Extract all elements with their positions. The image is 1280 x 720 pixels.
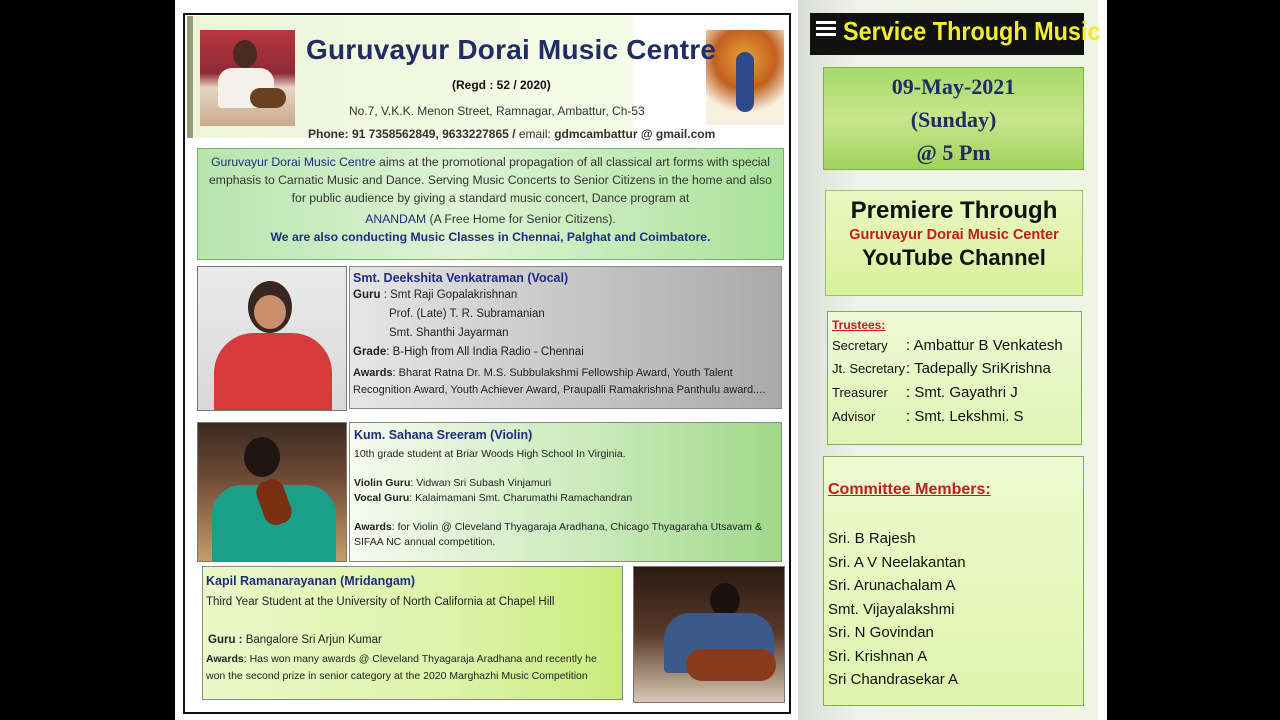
artist-head (710, 583, 740, 617)
artist-awards (354, 520, 778, 550)
contact-line (308, 127, 715, 141)
trustee-row (832, 360, 1051, 377)
awards-label: Awards (353, 367, 393, 379)
committee-member: Smt. Vijayalakshmi (828, 601, 955, 618)
artist-photo-sahana (197, 422, 347, 562)
trustee-role: Secretary (832, 338, 888, 353)
trustee-name: : Smt. Gayathri J (906, 384, 1018, 401)
about-description: aims at the promotional propagation of all classical art forms with special emphasis to Carnatic Music and Dance. Serving Music Concerts to Senior Citizens in the home and also for public audience by giving a standard music concert, Dance program at (209, 155, 772, 205)
artist-awards (206, 651, 616, 685)
guru-label: Guru : (208, 634, 243, 646)
founder-photo (200, 30, 295, 126)
registration-number: (Regd : 52 / 2020) (452, 78, 551, 92)
email-label: email: (518, 127, 551, 141)
phone-numbers: Phone: 91 7358562849, 9633227865 / (308, 127, 516, 141)
anandam-description: (A Free Home for Senior Citizens). (426, 212, 616, 226)
hamburger-menu-icon[interactable] (816, 18, 836, 38)
violin-guru-name: : Vidwan Sri Subash Vinjamuri (410, 477, 552, 489)
trustee-role: Jt. Secretary (832, 361, 905, 376)
violin-guru (354, 477, 551, 489)
email-address: gdmcambattur @ gmail.com (554, 127, 716, 141)
channel-name: Guruvayur Dorai Music Center (849, 227, 1059, 243)
artist-saree (214, 333, 332, 411)
committee-heading: Committee Members: (828, 481, 991, 498)
guru-name: : Smt Raji Gopalakrishnan (383, 289, 518, 301)
premiere-heading: Premiere Through (850, 197, 1058, 224)
committee-member: Sri. Arunachalam A (828, 577, 956, 594)
trustees-box (827, 311, 1082, 445)
trustee-row (832, 408, 1024, 425)
artist-guru-2: Prof. (Late) T. R. Subramanian (389, 308, 545, 320)
vocal-guru-name: : Kalaimamani Smt. Charumathi Ramachandran (409, 492, 633, 504)
sidebar-title: Service Through Music (843, 16, 1101, 46)
address: No.7, V.K.K. Menon Street, Ramnagar, Ambattur, Ch-53 (349, 104, 645, 118)
artist-face (254, 295, 286, 329)
vocal-guru-label: Vocal Guru (354, 492, 410, 504)
artist-name: Kum. Sahana Sreeram (Violin) (354, 428, 533, 442)
awards-label: Awards (354, 521, 392, 533)
artist-education: Third Year Student at the University of North California at Chapel Hill (206, 596, 555, 608)
awards-text: : Has won many awards @ Cleveland Thyagaraja Aradhana and recently he won the second prize in senior category at the 2020 Marghazhi Music Competition (206, 653, 597, 682)
artist-photo-kapil (633, 566, 785, 703)
deity-figure (736, 52, 754, 112)
about-brand: Guruvayur Dorai Music Centre (211, 155, 376, 169)
event-date-box (823, 67, 1084, 170)
trustee-role: Treasurer (832, 385, 888, 400)
event-day: (Sunday) (910, 107, 997, 132)
committee-member: Sri. B Rajesh (828, 530, 916, 547)
artist-guru (208, 634, 382, 646)
mridangam-image (250, 88, 286, 108)
anandam-name: ANANDAM (365, 212, 427, 226)
event-date: 09-May-2021 (891, 74, 1016, 99)
music-classes-note: We are also conducting Music Classes in Chennai, Palghat and Coimbatore. (270, 230, 711, 244)
organization-title: Guruvayur Dorai Music Centre (306, 34, 717, 65)
committee-member: Sri. A V Neelakantan (828, 554, 966, 571)
anandam-line (198, 210, 783, 228)
about-text (198, 149, 783, 207)
artist-name: Smt. Deekshita Venkatraman (Vocal) (353, 271, 569, 285)
about-section (197, 148, 784, 260)
founder-photo-head (233, 40, 257, 68)
guruvayurappan-image (706, 30, 784, 125)
premiere-box (825, 190, 1083, 296)
committee-member: Sri Chandrasekar A (828, 671, 959, 688)
trustee-name: : Ambattur B Venkatesh (906, 337, 1063, 354)
grade-value: : B-High from All India Radio - Chennai (386, 346, 584, 358)
guru-name: Bangalore Sri Arjun Kumar (242, 634, 382, 646)
artist-guru-3: Smt. Shanthi Jayarman (389, 327, 509, 339)
violin-guru-label: Violin Guru (354, 477, 411, 489)
grade-label: Grade (353, 346, 387, 358)
committee-box (823, 456, 1084, 706)
awards-label: Awards (206, 653, 244, 665)
guru-label: Guru (353, 289, 381, 301)
committee-member: Sri. N Govindan (828, 624, 934, 641)
committee-member: Sri. Krishnan A (828, 648, 928, 665)
youtube-channel-label: YouTube Channel (862, 245, 1046, 270)
artist-guru-1 (353, 289, 517, 301)
trustee-name: : Smt. Lekshmi. S (906, 408, 1024, 425)
trustee-name: : Tadepally SriKrishna (906, 360, 1051, 377)
artist-hair (244, 437, 280, 477)
artist-education: 10th grade student at Briar Woods High School In Virginia. (354, 448, 626, 460)
trustee-row (832, 337, 1063, 354)
trustee-role: Advisor (832, 409, 876, 424)
awards-text: : for Violin @ Cleveland Thyagaraja Aradhana, Chicago Thyagaraha Utsavam & SIFAA NC annual competition. (354, 521, 762, 548)
trustees-heading: Trustees: (832, 318, 886, 332)
artist-photo-deekshita (197, 266, 347, 411)
trustee-row (832, 384, 1018, 401)
awards-text: : Bharat Ratna Dr. M.S. Subbulakshmi Fellowship Award, Youth Talent Recognition Award, Youth Achiever Award, Praupalli Ramakrishna Panthulu award.... (353, 367, 766, 396)
mridangam-drum (686, 649, 776, 681)
artist-awards (353, 365, 779, 399)
artist-grade (353, 346, 584, 358)
event-time: @ 5 Pm (916, 140, 991, 165)
vocal-guru (354, 492, 632, 504)
artist-name: Kapil Ramanarayanan (Mridangam) (206, 574, 416, 588)
